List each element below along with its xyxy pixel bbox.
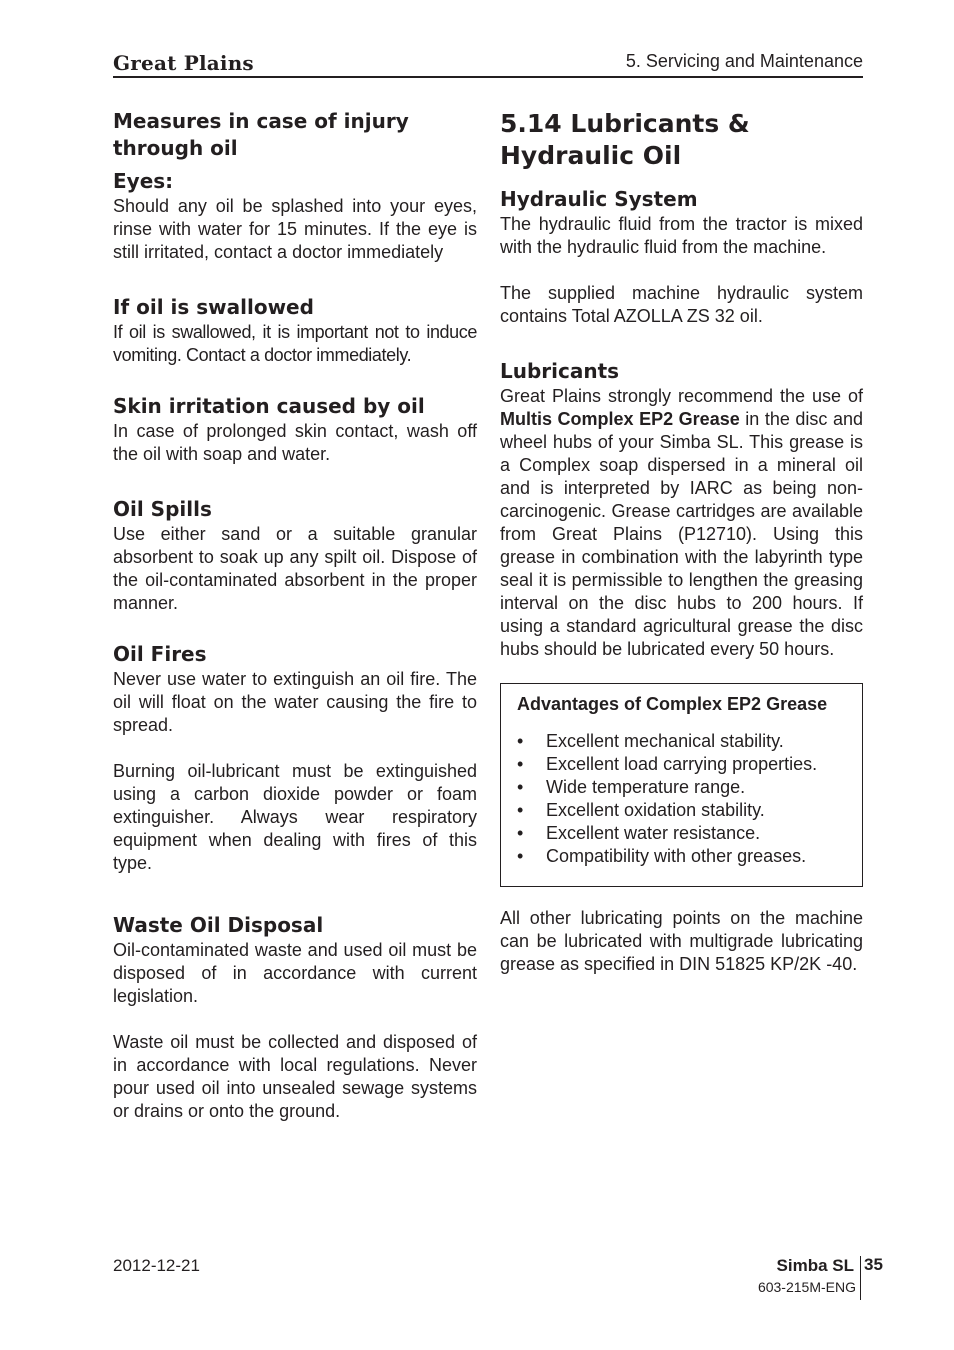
running-section-title: 5. Servicing and Maintenance xyxy=(625,51,863,71)
list-item: • Excellent load carrying properties. xyxy=(517,754,818,774)
measures-heading: Measures in case of injury through oil xyxy=(113,109,409,160)
footer-model: Simba SL xyxy=(776,1256,854,1275)
swallowed-text: If oil is swallowed, it is important not to induce vomiting. Contact a doctor immediately. xyxy=(113,322,477,365)
spills-text: Use either sand or a suitable granular absorbent to soak up any spilt oil. Dispose of the oil-contaminated absorbent in the proper manner. xyxy=(113,524,477,613)
list-item: • Excellent water resistance. xyxy=(517,823,761,843)
lubricants-text-b: in the disc and wheel hubs of your Simba SL. This grease is a Complex soap dispersed in a mineral oil and is interpreted by IARC as being non-carcinogenic. Grease cartridges are available from Great Plains (P12710). Using this grease in combination with the labyrinth type seal it is permissible to lengthen the greasing interval on the disc hubs to 200 hours. If using a standard agricultural grease the disc hubs should be lubricated every 50 hours. xyxy=(500,409,863,659)
box-title: Advantages of Complex EP2 Grease xyxy=(517,694,828,714)
list-item: • Compatibility with other greases. xyxy=(517,846,807,866)
bullet: • xyxy=(517,754,524,774)
waste-text-2: Waste oil must be collected and disposed of in accordance with local regulations. Never pour used oil into unsealed sewage systems or drains or onto the ground. xyxy=(113,1032,477,1121)
list-item: • Excellent mechanical stability. xyxy=(517,731,784,751)
grease-product-name: Multis Complex EP2 Grease xyxy=(500,409,740,429)
footer-doc-number: 603-215M-ENG xyxy=(757,1279,856,1295)
page-number: 35 xyxy=(864,1255,883,1274)
bullet: • xyxy=(517,800,524,820)
brand-logo: Great Plains xyxy=(113,51,254,75)
bullet: • xyxy=(517,846,524,866)
waste-heading: Waste Oil Disposal xyxy=(113,913,324,937)
lubricants-text xyxy=(500,385,863,661)
bullet: • xyxy=(517,777,524,797)
skin-heading: Skin irritation caused by oil xyxy=(113,394,425,418)
grease-advantages-box xyxy=(500,683,863,887)
section-heading: 5.14 Lubricants & Hydraulic Oil xyxy=(500,109,750,170)
closing-text: All other lubricating points on the machine can be lubricated with multigrade lubricating grease as specified in DIN 51825 KP/2K -40. xyxy=(500,908,863,974)
waste-text-1: Oil-contaminated waste and used oil must be disposed of in accordance with current legislation. xyxy=(113,940,477,1006)
bullet: • xyxy=(517,823,524,843)
right-column xyxy=(500,108,863,976)
fires-heading: Oil Fires xyxy=(113,642,207,666)
footer-product-block xyxy=(740,1256,861,1300)
eyes-heading: Eyes: xyxy=(113,169,174,193)
page-header xyxy=(113,48,863,78)
advantages-list xyxy=(517,730,846,868)
spills-heading: Oil Spills xyxy=(113,497,212,521)
swallowed-heading: If oil is swallowed xyxy=(113,295,314,319)
hydraulic-heading: Hydraulic System xyxy=(500,187,698,211)
list-item: • Wide temperature range. xyxy=(517,777,746,797)
bullet: • xyxy=(517,731,524,751)
lubricants-text-a: Great Plains strongly recommend the use of xyxy=(500,386,863,406)
fires-text-2: Burning oil-lubricant must be extinguished using a carbon dioxide powder or foam extinguisher. Always wear respiratory equipment when dealing with fires of this type. xyxy=(113,761,477,873)
left-column xyxy=(113,108,477,1123)
hydraulic-text-1: The hydraulic fluid from the tractor is mixed with the hydraulic fluid from the machine. xyxy=(500,214,863,257)
hydraulic-text-2: The supplied machine hydraulic system contains Total AZOLLA ZS 32 oil. xyxy=(500,283,863,326)
lubricants-heading: Lubricants xyxy=(500,359,620,383)
skin-text: In case of prolonged skin contact, wash off the oil with soap and water. xyxy=(113,421,477,464)
eyes-text: Should any oil be splashed into your eyes, rinse with water for 15 minutes. If the eye is still irritated, contact a doctor immediately xyxy=(113,196,477,262)
footer-date: 2012-12-21 xyxy=(113,1256,200,1275)
list-item: • Excellent oxidation stability. xyxy=(517,800,765,820)
fires-text-1: Never use water to extinguish an oil fire. The oil will float on the water causing the fire to spread. xyxy=(113,669,477,735)
